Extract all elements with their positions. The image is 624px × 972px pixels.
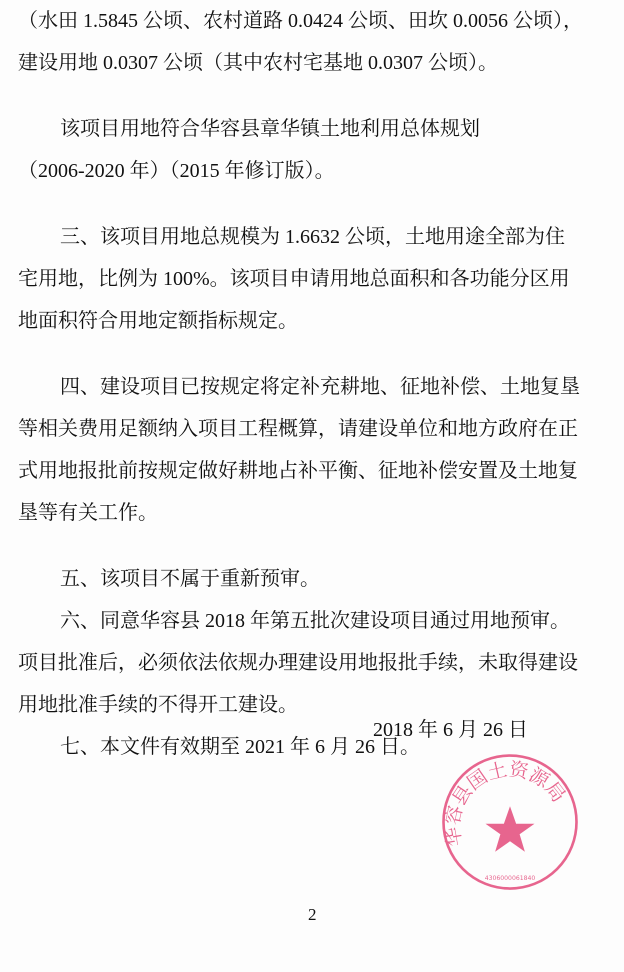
text-line: 项目批准后，必须依法依规办理建设用地报批手续，未取得建设: [18, 652, 578, 674]
page-number: 2: [308, 905, 317, 924]
text-line: 该项目用地符合华容县章华镇土地利用总体规划: [60, 118, 480, 140]
text-line: 建设用地 0.0307 公顷（其中农村宅基地 0.0307 公顷）。: [18, 52, 498, 74]
star-icon: [486, 806, 535, 852]
text-line: 六、同意华容县 2018 年第五批次建设项目通过用地预审。: [60, 610, 570, 632]
official-seal: [440, 752, 580, 892]
text-line: 地面积符合用地定额指标规定。: [18, 310, 298, 332]
text-line: 宅用地，比例为 100%。该项目申请用地总面积和各功能分区用: [18, 268, 570, 290]
text-line: 垦等有关工作。: [18, 502, 158, 524]
text-line: 四、建设项目已按规定将定补充耕地、征地补偿、土地复垦: [60, 376, 580, 398]
issue-date: 2018 年 6 月 26 日: [373, 719, 528, 741]
text-line: 式用地报批前按规定做好耕地占补平衡、征地补偿安置及土地复: [18, 460, 578, 482]
text-line: 等相关费用足额纳入项目工程概算，请建设单位和地方政府在正: [18, 418, 578, 440]
text-line: 三、该项目用地总规模为 1.6632 公顷，土地用途全部为住: [60, 226, 565, 248]
text-line: （水田 1.5845 公顷、农村道路 0.0424 公顷、田坎 0.0056 公顷），: [18, 10, 583, 32]
svg-text:华容县国土资源局: 华容县国土资源局: [440, 757, 571, 849]
text-line: 七、本文件有效期至 2021 年 6 月 26 日。: [60, 736, 420, 758]
text-line: 五、该项目不属于重新预审。: [60, 568, 320, 590]
svg-text:4306000061840: 4306000061840: [484, 874, 536, 882]
text-line: （2006-2020 年）（2015 年修订版）。: [18, 160, 335, 182]
text-line: 用地批准手续的不得开工建设。: [18, 694, 298, 716]
document-body: [18, 0, 610, 768]
